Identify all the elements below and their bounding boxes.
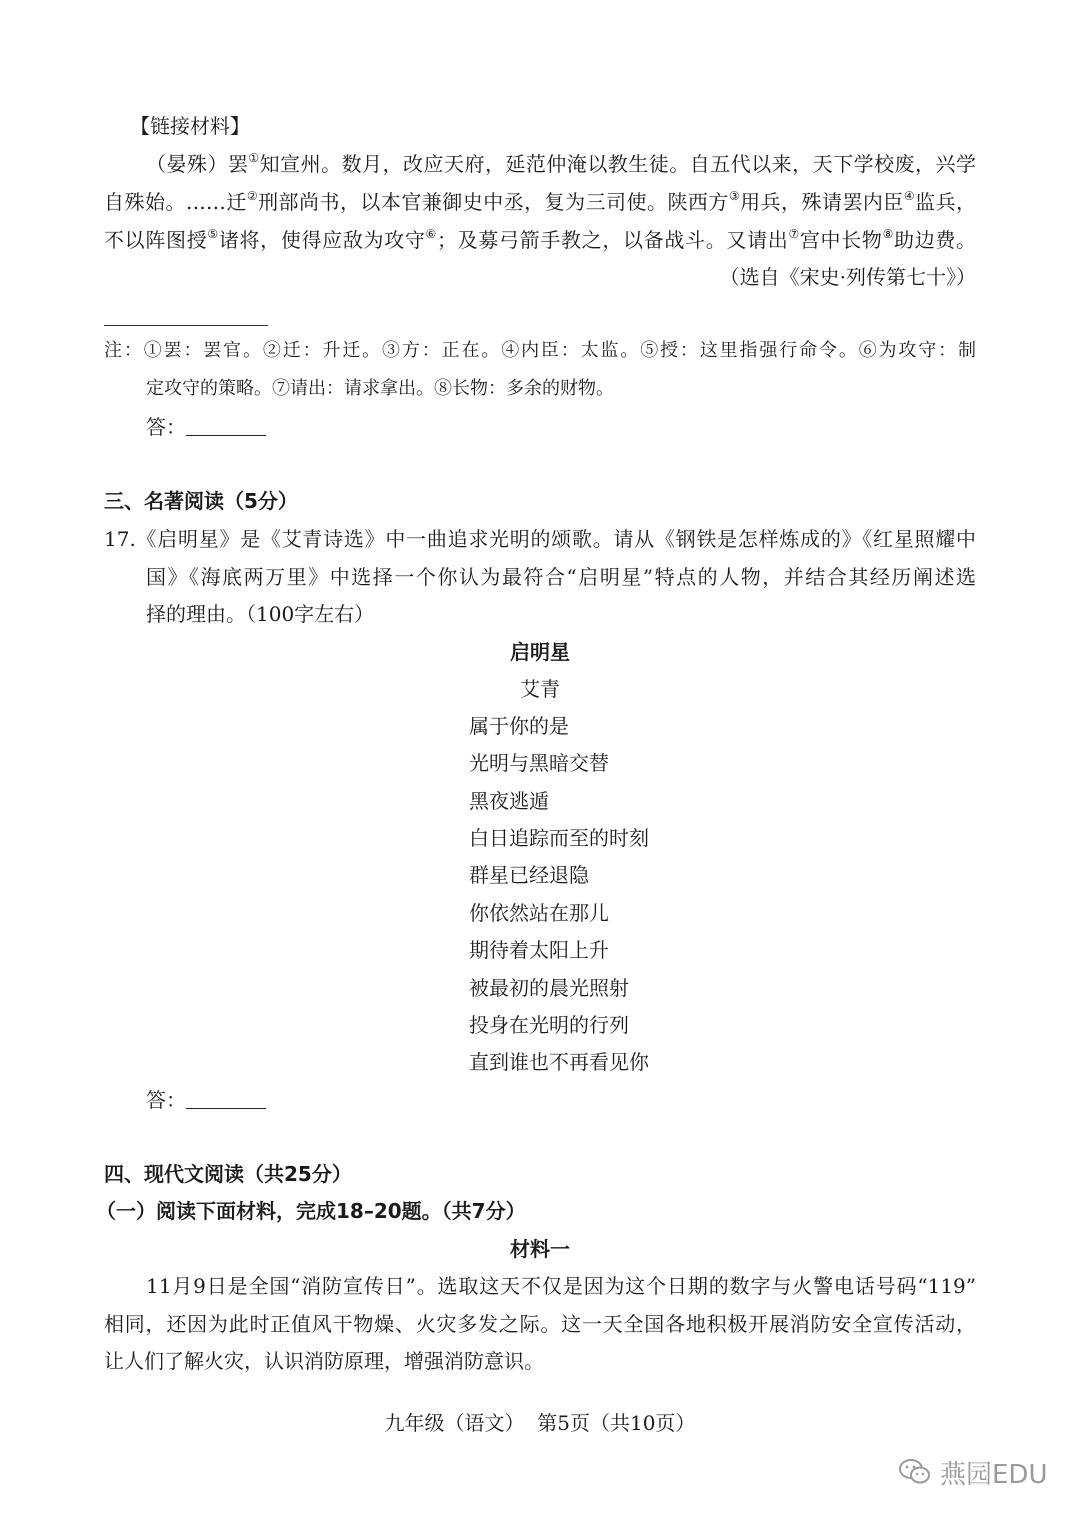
poem-line: 投身在光明的行列: [469, 1013, 629, 1037]
page-footer: 九年级（语文） 第5页（共10页）: [384, 1411, 696, 1435]
poem-line: 光明与黑暗交替: [469, 751, 609, 775]
section-3-heading: 三、名著阅读（5分）: [104, 489, 298, 513]
link-material-heading: 【链接材料】: [130, 114, 250, 138]
answer-blank[interactable]: [186, 417, 266, 436]
section-4-sub-1: （一）阅读下面材料，完成18–20题。（共7分）: [96, 1199, 526, 1223]
answer-blank[interactable]: [186, 1090, 266, 1109]
material-1-title: 材料一: [510, 1237, 570, 1261]
section-4-heading: 四、现代文阅读（共25分）: [104, 1162, 352, 1186]
material-1-line-2: 相同，还因为此时正值风干物燥、火灾多发之际。这一天全国各地积极开展消防安全宣传活动，: [104, 1312, 976, 1336]
material-1-line-3: 让人们了解火灾，认识消防原理，增强消防意识。: [104, 1349, 544, 1373]
material-1-line-1: 11月9日是全国“消防宣传日”。选取这天不仅是因为这个日期的数字与火警电话号码“119”: [146, 1274, 976, 1298]
poem-author: 艾青: [520, 677, 560, 701]
link-line-1: （晏殊）罢①知宣州。数月，改应天府，延范仲淹以教生徒。自五代以来，天下学校废，兴学: [146, 151, 977, 176]
link-line-2: 自殊始。……迁②刑部尚书，以本官兼御史中丞，复为三司使。陕西方③用兵，殊请罢内臣④监兵，: [104, 189, 977, 214]
poem-line: 群星已经退隐: [469, 863, 589, 887]
poem-line: 你依然站在那儿: [469, 901, 609, 925]
poem-line: 直到谁也不再看见你: [469, 1050, 649, 1074]
notes-divider: [104, 325, 268, 326]
q17-line-3: 择的理由。（100字左右）: [146, 602, 375, 626]
answer-17: 答：: [146, 1087, 266, 1113]
poem-line: 期待着太阳上升: [469, 938, 609, 962]
link-source: （选自《宋史·列传第七十》）: [719, 265, 976, 289]
poem-line: 属于你的是: [469, 714, 569, 738]
notes-line-2: 定攻守的策略。⑦请出：请求拿出。⑧长物：多余的财物。: [146, 378, 614, 399]
q17-line-1: 17.《启明星》是《艾青诗选》中一曲追求光明的颂歌。请从《钢铁是怎样炼成的》《红星照耀中: [104, 527, 976, 551]
notes-line-1: 注：①罢：罢官。②迁：升迁。③方：正在。④内臣：太监。⑤授：这里指强行命令。⑥为攻守：制: [104, 340, 976, 361]
q17-line-2: 国》《海底两万里》中选择一个你认为最符合“启明星”特点的人物，并结合其经历阐述选: [146, 565, 976, 589]
poem-line: 被最初的晨光照射: [469, 976, 629, 1000]
watermark-text: 燕园EDU: [940, 1459, 1048, 1490]
poem-line: 白日追踪而至的时刻: [469, 826, 649, 850]
watermark: [898, 1452, 1058, 1492]
wechat-icon: [898, 1457, 932, 1487]
poem-line: 黑夜逃遁: [469, 789, 549, 813]
link-line-3: 不以阵图授⑤诸将，使得应敌为攻守⑥；及募弓箭手教之，以备战斗。又请出⑦宫中长物⑧助边费。: [104, 227, 977, 252]
answer-16: 答：: [146, 414, 266, 440]
poem-title: 启明星: [510, 640, 570, 664]
